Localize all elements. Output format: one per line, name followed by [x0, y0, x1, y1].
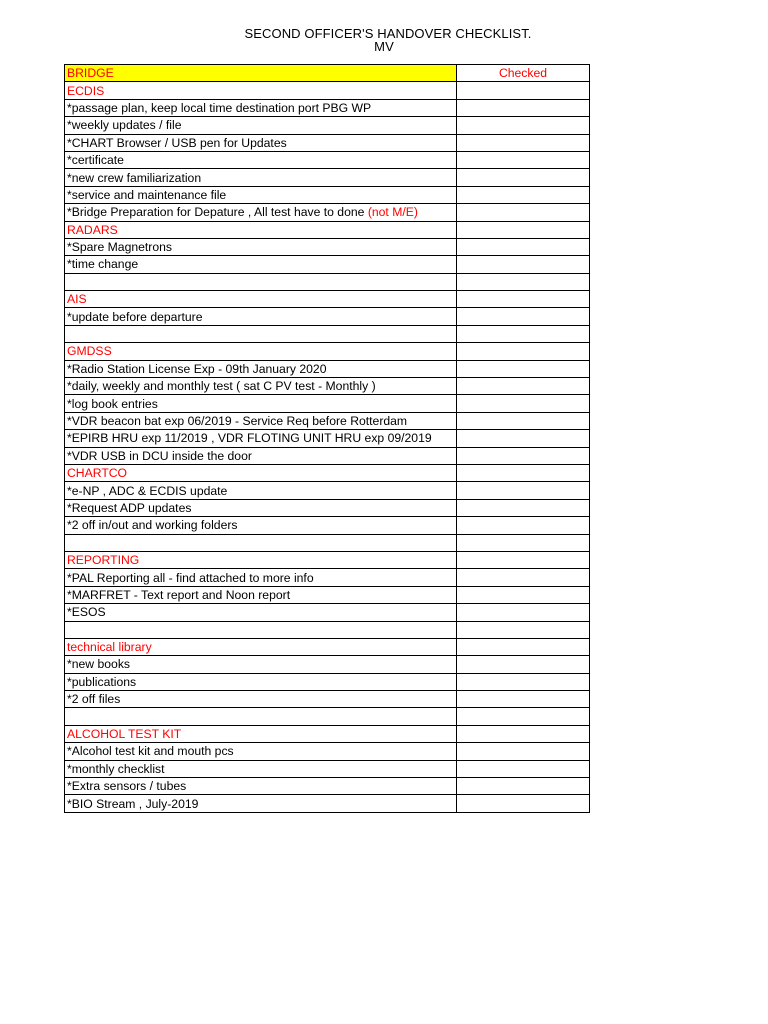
table-row	[65, 204, 590, 221]
item-text: REPORTING	[67, 553, 140, 568]
item-text: *VDR beacon bat exp 06/2019 - Service Req before Rotterdam	[67, 414, 408, 428]
section-row	[65, 82, 590, 99]
checked-cell[interactable]	[457, 656, 590, 673]
item-text: *daily, weekly and monthly test ( sat C PV test - Monthly )	[67, 379, 376, 394]
checklist-item	[65, 186, 457, 203]
item-text: *Extra sensors / tubes	[67, 779, 187, 794]
section-title	[65, 291, 457, 308]
table-row	[65, 360, 590, 377]
checklist-item	[65, 273, 457, 290]
blank-row	[65, 621, 590, 638]
checked-cell[interactable]	[457, 117, 590, 134]
item-text: *PAL Reporting all - find attached to more info	[67, 570, 314, 585]
checked-cell[interactable]	[457, 517, 590, 534]
item-text: *new crew familiarization	[67, 170, 202, 185]
item-text: ECDIS	[67, 83, 105, 98]
table-row	[65, 430, 590, 447]
handover-checklist-table	[64, 64, 590, 813]
checklist-item	[65, 151, 457, 168]
table-row	[65, 256, 590, 273]
checked-cell[interactable]	[457, 186, 590, 203]
section-row	[65, 638, 590, 655]
table-row	[65, 795, 590, 812]
checked-cell[interactable]	[457, 638, 590, 655]
table-row	[65, 517, 590, 534]
blank-row	[65, 708, 590, 725]
table-row	[65, 308, 590, 325]
checklist-item	[65, 517, 457, 534]
checklist-item	[65, 378, 457, 395]
item-text: *monthly checklist	[67, 761, 165, 776]
item-text: *passage plan, keep local time destination port PBG WP	[67, 100, 372, 115]
table-row	[65, 656, 590, 673]
checklist-item	[65, 656, 457, 673]
checked-cell[interactable]	[457, 551, 590, 568]
checklist-item	[65, 395, 457, 412]
section-title	[65, 725, 457, 742]
checklist-item	[65, 760, 457, 777]
checked-cell[interactable]	[457, 534, 590, 551]
checklist-item	[65, 360, 457, 377]
section-title	[65, 221, 457, 238]
section-title	[65, 464, 457, 481]
checklist-item	[65, 691, 457, 708]
checked-cell[interactable]	[457, 430, 590, 447]
checked-cell[interactable]	[457, 134, 590, 151]
table-row	[65, 378, 590, 395]
checked-cell[interactable]	[457, 482, 590, 499]
checked-cell[interactable]	[457, 169, 590, 186]
checklist-item	[65, 447, 457, 464]
item-text: *CHART Browser / USB pen for Updates	[67, 135, 287, 150]
checklist-item	[65, 169, 457, 186]
checklist-item	[65, 308, 457, 325]
checked-cell[interactable]	[457, 204, 590, 221]
checklist-item	[65, 117, 457, 134]
table-row	[65, 151, 590, 168]
checked-cell[interactable]	[457, 99, 590, 116]
checked-cell[interactable]	[457, 447, 590, 464]
table-row	[65, 134, 590, 151]
item-text: *certificate	[67, 153, 124, 168]
item-text: *service and maintenance file	[67, 187, 227, 202]
item-text: RADARS	[67, 222, 118, 237]
table-row	[65, 395, 590, 412]
checklist-item	[65, 482, 457, 499]
item-text: *new books	[67, 657, 131, 672]
checked-cell[interactable]	[457, 273, 590, 290]
table-row	[65, 778, 590, 795]
section-row	[65, 464, 590, 481]
checklist-item	[65, 569, 457, 586]
table-row	[65, 117, 590, 134]
checked-cell[interactable]	[457, 82, 590, 99]
section-row	[65, 221, 590, 238]
table-row	[65, 743, 590, 760]
page-subtitle: MV	[374, 39, 394, 54]
table-row	[65, 169, 590, 186]
checked-cell[interactable]	[457, 586, 590, 603]
checklist-item	[65, 99, 457, 116]
table-header-row	[65, 65, 590, 82]
item-text: technical library	[67, 640, 152, 655]
checked-cell[interactable]	[457, 743, 590, 760]
item-text: *VDR USB in DCU inside the door	[67, 448, 252, 463]
checked-cell[interactable]	[457, 151, 590, 168]
section-row	[65, 551, 590, 568]
item-text: AIS	[67, 292, 87, 307]
checked-cell[interactable]	[457, 708, 590, 725]
checklist-item	[65, 795, 457, 812]
checklist-item	[65, 325, 457, 342]
checked-cell[interactable]	[457, 221, 590, 238]
checked-cell[interactable]	[457, 621, 590, 638]
section-title	[65, 82, 457, 99]
page-title: SECOND OFFICER'S HANDOVER CHECKLIST.	[244, 26, 532, 41]
checked-cell[interactable]	[457, 795, 590, 812]
item-text: *2 off in/out and working folders	[67, 518, 238, 533]
item-text: *time change	[67, 257, 139, 272]
table-row	[65, 691, 590, 708]
checked-cell[interactable]	[457, 238, 590, 255]
checked-cell[interactable]	[457, 499, 590, 516]
item-text: *publications	[67, 674, 137, 689]
table-row	[65, 499, 590, 516]
checked-cell[interactable]	[457, 412, 590, 429]
item-text: *update before departure	[67, 309, 203, 324]
checklist-item	[65, 534, 457, 551]
checked-cell[interactable]	[457, 378, 590, 395]
item-text: *2 off files	[67, 692, 121, 707]
checked-cell[interactable]	[457, 569, 590, 586]
checklist-item	[65, 673, 457, 690]
checked-cell[interactable]	[457, 464, 590, 481]
item-text: GMDSS	[67, 344, 112, 359]
table-row	[65, 604, 590, 621]
item-text: *EPIRB HRU exp 11/2019 , VDR FLOTING UNIT HRU exp 09/2019	[67, 431, 432, 446]
table-row	[65, 186, 590, 203]
section-row	[65, 291, 590, 308]
checked-cell[interactable]	[457, 360, 590, 377]
table-row	[65, 482, 590, 499]
checked-cell[interactable]	[457, 778, 590, 795]
item-text: *weekly updates / file	[67, 118, 182, 133]
item-text: *ESOS	[67, 605, 106, 620]
checked-cell[interactable]	[457, 725, 590, 742]
checklist-item	[65, 778, 457, 795]
table-row	[65, 569, 590, 586]
checked-cell[interactable]	[457, 343, 590, 360]
blank-row	[65, 325, 590, 342]
checked-cell[interactable]	[457, 256, 590, 273]
checklist-item	[65, 430, 457, 447]
checklist-item	[65, 204, 457, 221]
item-text: *e-NP , ADC & ECDIS update	[67, 483, 228, 498]
checklist-item	[65, 412, 457, 429]
section-title	[65, 638, 457, 655]
item-text: *Request ADP updates	[67, 500, 192, 515]
table-row	[65, 673, 590, 690]
item-text: *Alcohol test kit and mouth pcs	[67, 744, 234, 759]
section-title	[65, 551, 457, 568]
table-row	[65, 586, 590, 603]
checklist-item	[65, 256, 457, 273]
item-text: *Spare Magnetrons	[67, 240, 173, 255]
blank-row	[65, 273, 590, 290]
checklist-item	[65, 621, 457, 638]
section-row	[65, 725, 590, 742]
item-note: (not M/E)	[367, 205, 418, 220]
checklist-item	[65, 134, 457, 151]
item-text: *Radio Station License Exp - 09th January 2020	[67, 361, 327, 376]
item-text: *log book entries	[67, 396, 158, 411]
checklist-item	[65, 743, 457, 760]
checklist-item	[65, 708, 457, 725]
checked-cell[interactable]	[457, 760, 590, 777]
table-row	[65, 760, 590, 777]
checklist-item	[65, 604, 457, 621]
table-row	[65, 99, 590, 116]
checked-column-header: Checked	[457, 65, 590, 82]
table-row	[65, 447, 590, 464]
checklist-item	[65, 238, 457, 255]
checklist-item	[65, 586, 457, 603]
checked-cell[interactable]	[457, 325, 590, 342]
section-title	[65, 343, 457, 360]
item-text: *MARFRET - Text report and Noon report	[67, 587, 291, 602]
checked-cell[interactable]	[457, 395, 590, 412]
item-text: *Bridge Preparation for Depature , All test have to done	[67, 205, 368, 220]
checklist-item	[65, 499, 457, 516]
table-row	[65, 238, 590, 255]
section-header-bridge: BRIDGE	[65, 65, 457, 82]
blank-row	[65, 534, 590, 551]
checked-cell[interactable]	[457, 604, 590, 621]
table-row	[65, 412, 590, 429]
checked-cell[interactable]	[457, 673, 590, 690]
section-row	[65, 343, 590, 360]
item-text: CHARTCO	[67, 466, 128, 481]
checked-cell[interactable]	[457, 691, 590, 708]
item-text: ALCOHOL TEST KIT	[67, 727, 182, 742]
checked-cell[interactable]	[457, 291, 590, 308]
item-text: *BIO Stream , July-2019	[67, 796, 199, 811]
checked-cell[interactable]	[457, 308, 590, 325]
